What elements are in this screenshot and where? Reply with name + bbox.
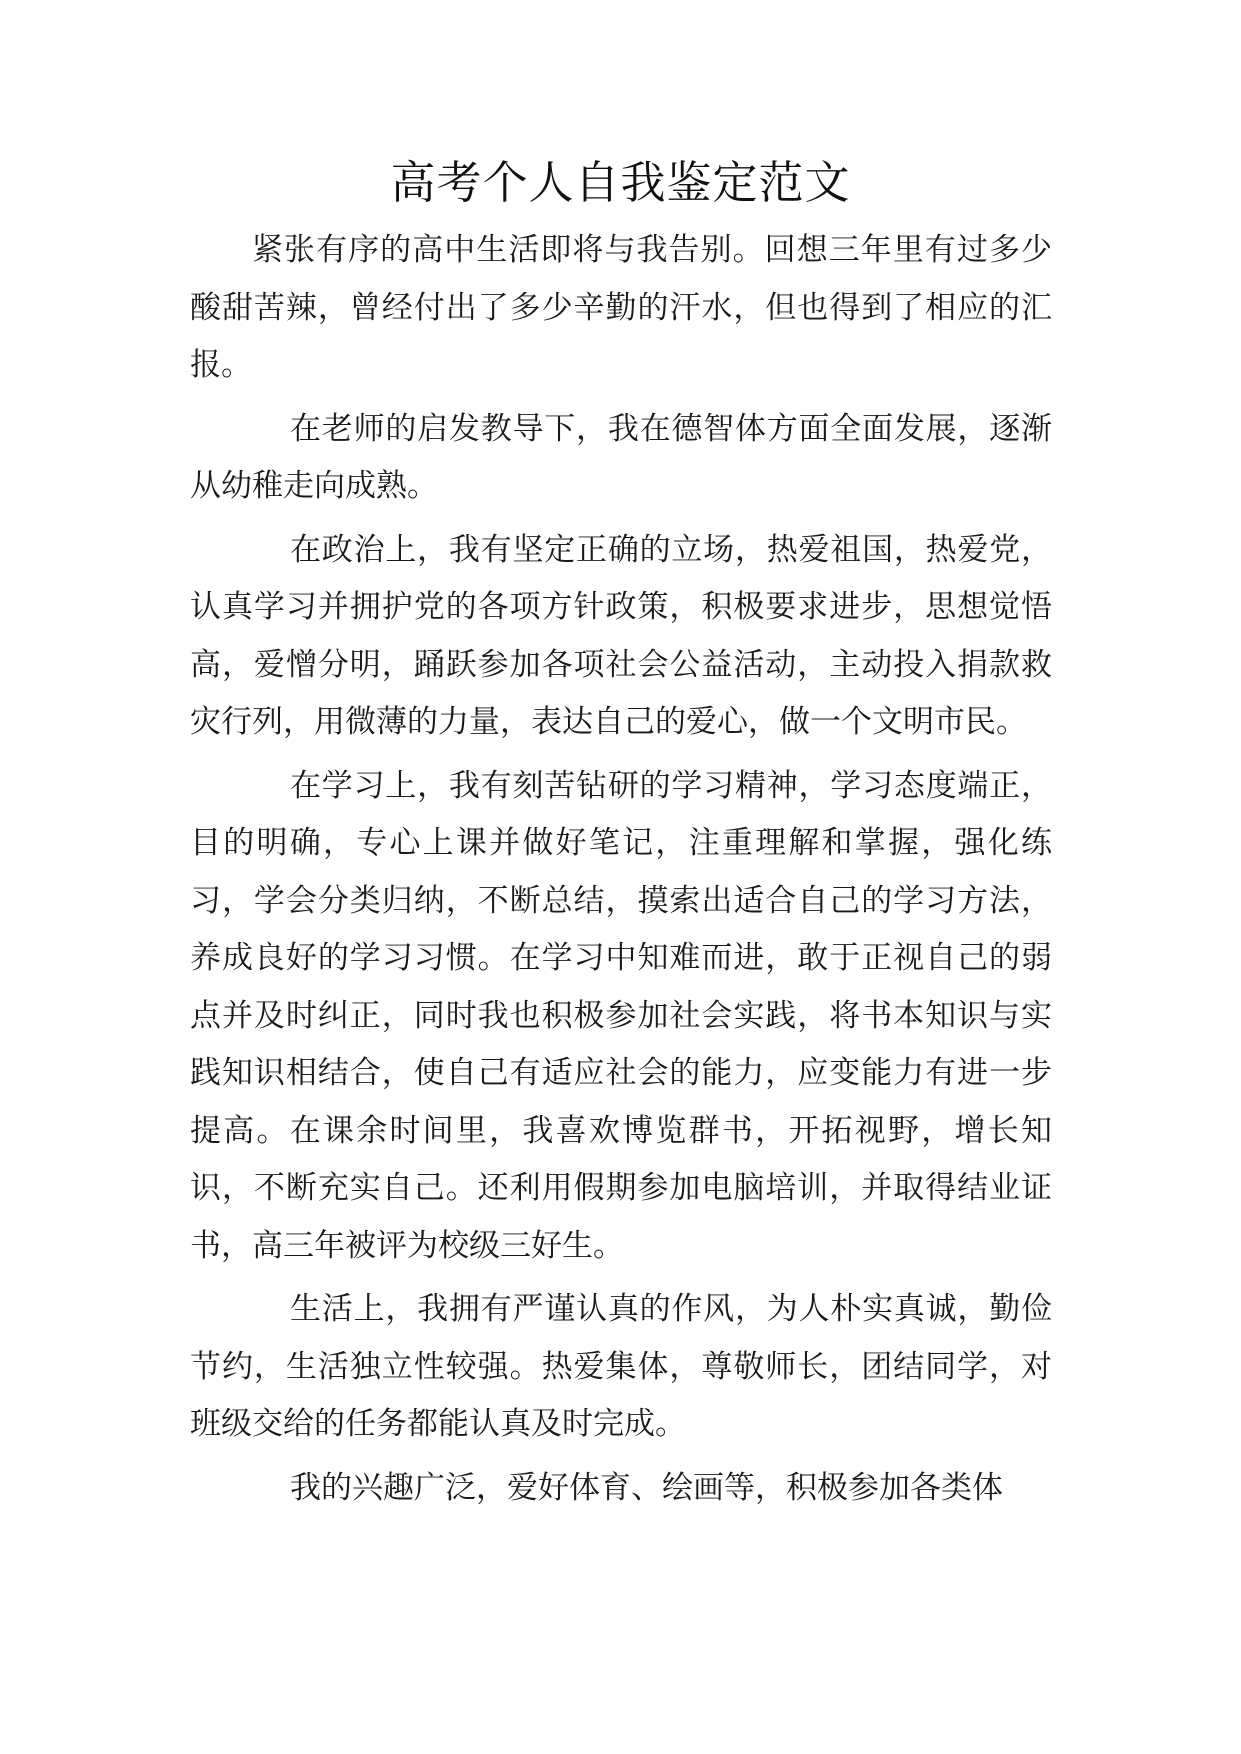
document-body xyxy=(190,222,1052,1523)
paragraph: 紧张有序的高中生活即将与我告别。回想三年里有过多少酸甜苦辣，曾经付出了多少辛勤的汗水，但也得到了相应的汇报。 xyxy=(190,232,1052,383)
paragraph: 在政治上，我有坚定正确的立场，热爱祖国，热爱党，认真学习并拥护党的各项方针政策，积极要求进步，思想觉悟高，爱憎分明，踊跃参加各项社会公益活动，主动投入捐款救灾行列，用微薄的力量，表达自己的爱心，做一个文明市民。 xyxy=(190,531,1052,740)
paragraph: 在老师的启发教导下，我在德智体方面全面发展，逐渐从幼稚走向成熟。 xyxy=(190,410,1052,504)
document-title: 高考个人自我鉴定范文 xyxy=(390,156,851,209)
paragraph: 在学习上，我有刻苦钻研的学习精神，学习态度端正，目的明确，专心上课并做好笔记，注重理解和掌握，强化练习，学会分类归纳，不断总结，摸索出适合自己的学习方法，养成良好的学习习惯。在学习中知难而进，敢于正视自己的弱点并及时纠正，同时我也积极参加社会实践，将书本知识与实践知识相结合，使自己有适应社会的能力，应变能力有进一步提高。在课余时间里，我喜欢博览群书，开拓视野，增长知识，不断充实自己。还利用假期参加电脑培训，并取得结业证书，高三年被评为校级三好生。 xyxy=(190,767,1052,1264)
paragraph: 我的兴趣广泛，爱好体育、绘画等，积极参加各类体 xyxy=(290,1469,1003,1506)
paragraph: 生活上，我拥有严谨认真的作风，为人朴实真诚，勤俭节约，生活独立性较强。热爱集体，尊敬师长，团结同学，对班级交给的任务都能认真及时完成。 xyxy=(190,1291,1052,1442)
